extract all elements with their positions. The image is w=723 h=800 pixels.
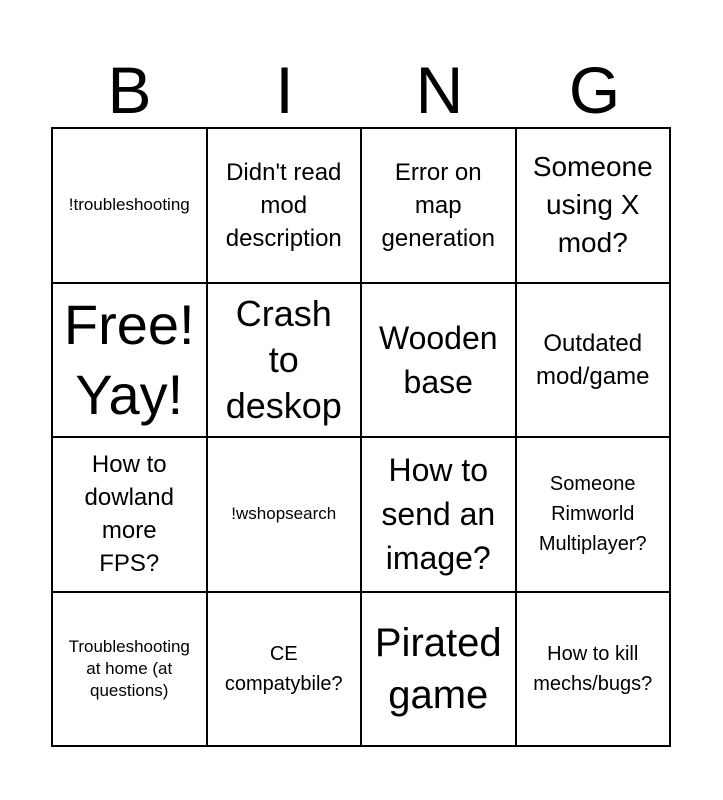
cell-label: Outdated mod/game [536, 329, 650, 390]
header-letter-g: G [568, 53, 621, 127]
cell-label: Wooden base [378, 319, 498, 400]
bingo-cell[interactable] [208, 129, 363, 284]
cell-label: Error on map generation [381, 158, 495, 252]
cell-label: Didn't read mod description [225, 158, 342, 252]
bingo-cell[interactable] [362, 129, 517, 284]
cell-label: Someone using X mod? [532, 151, 653, 259]
bingo-cell[interactable] [53, 438, 208, 593]
bingo-cell[interactable] [362, 438, 517, 593]
cell-label: How to kill mechs/bugs? [533, 642, 653, 695]
bingo-cell[interactable] [517, 284, 672, 439]
cell-label: !troubleshooting [68, 195, 190, 215]
cell-label: Pirated game [374, 620, 502, 717]
cell-label: Crash to deskop [225, 292, 342, 426]
bingo-cell[interactable] [53, 593, 208, 748]
cell-label: Someone Rimworld Multiplayer? [538, 473, 647, 556]
cell-label: CE compatybile? [224, 642, 343, 695]
cell-label: Troubleshooting at home (at questions) [68, 636, 190, 700]
bingo-board [51, 127, 671, 747]
cell-label: How to send an image? [381, 452, 496, 577]
bingo-cell[interactable] [517, 593, 672, 748]
bingo-cell[interactable] [208, 438, 363, 593]
bingo-cell-free[interactable] [53, 284, 208, 439]
header-letter-b: B [107, 53, 152, 127]
cell-label: How to dowland more FPS? [84, 451, 174, 578]
bingo-header [52, 52, 672, 128]
header-letter-n: N [415, 53, 464, 127]
bingo-cell[interactable] [517, 438, 672, 593]
bingo-cell[interactable] [362, 284, 517, 439]
bingo-cell[interactable] [208, 593, 363, 748]
cell-label: !wshopsearch [231, 504, 337, 524]
bingo-cell[interactable] [362, 593, 517, 748]
header-letter-i: I [275, 53, 294, 127]
bingo-cell[interactable] [53, 129, 208, 284]
bingo-cell[interactable] [208, 284, 363, 439]
bingo-cell[interactable] [517, 129, 672, 284]
cell-label: Free! Yay! [63, 292, 195, 426]
